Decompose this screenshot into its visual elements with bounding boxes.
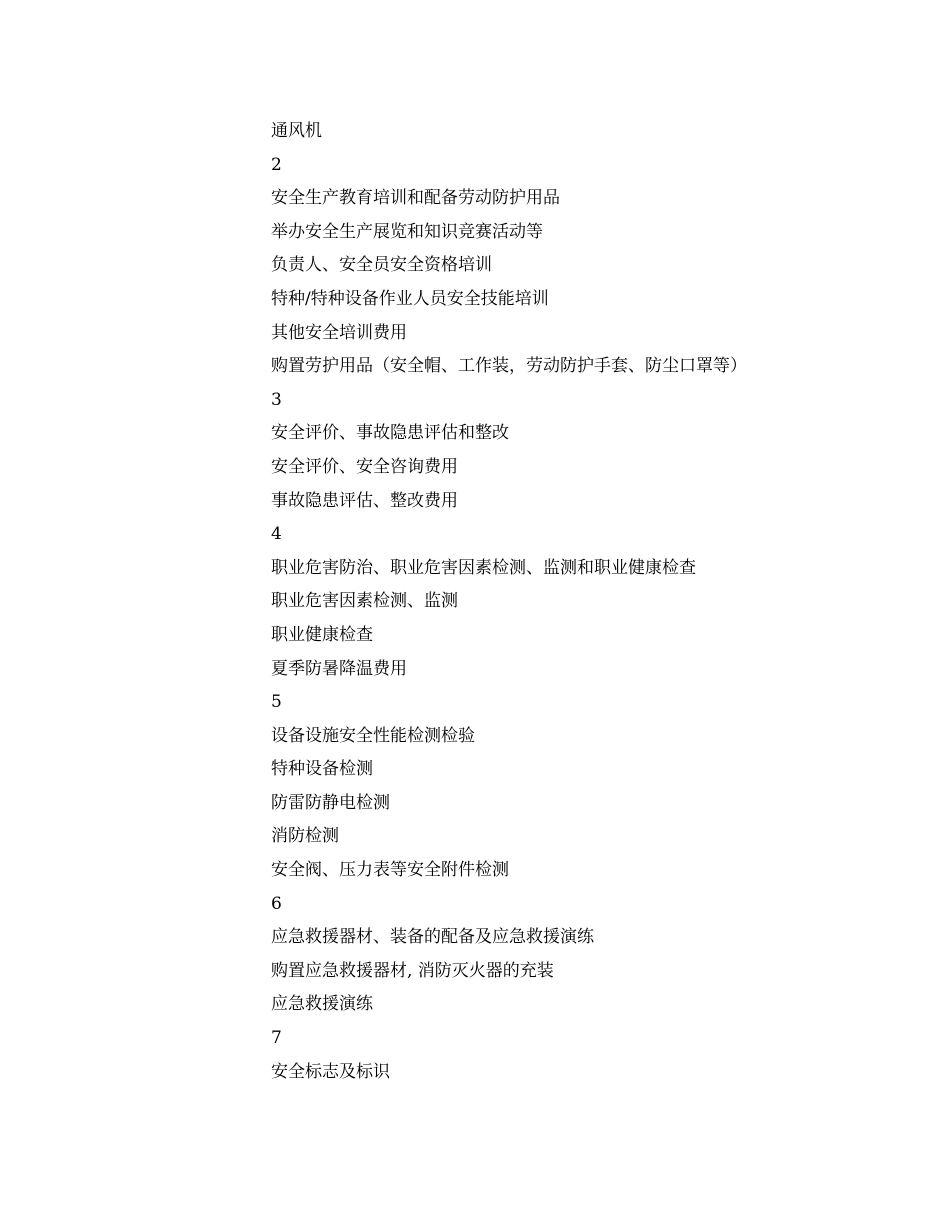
section-number: 2 <box>271 154 282 175</box>
text-line: 安全阀、压力表等安全附件检测 <box>271 860 509 881</box>
section-heading: 设备设施安全性能检测检验 <box>271 725 475 746</box>
text-line: 事故隐患评估、整改费用 <box>271 490 458 511</box>
text-line: 应急救援演练 <box>271 994 373 1015</box>
section-heading: 安全标志及标识 <box>271 1061 390 1082</box>
section-heading: 安全生产教育培训和配备劳动防护用品 <box>271 188 560 209</box>
text-line: 职业危害因素检测、监测 <box>271 591 458 612</box>
text-line: 消防检测 <box>271 826 339 847</box>
section-number: 5 <box>271 692 282 713</box>
text-line: 购置应急救援器材, 消防灭火器的充装 <box>271 960 554 981</box>
section-number: 7 <box>271 1028 282 1049</box>
text-line: 特种/特种设备作业人员安全技能培训 <box>271 288 549 309</box>
text-line: 职业健康检查 <box>271 624 373 645</box>
section-number: 4 <box>271 524 282 545</box>
text-lines <box>271 118 891 1092</box>
section-number: 3 <box>271 389 282 410</box>
text-line: 通风机 <box>271 121 322 141</box>
text-line: 安全评价、安全咨询费用 <box>271 456 458 477</box>
section-heading: 应急救援器材、装备的配备及应急救援演练 <box>271 927 594 948</box>
text-line: 特种设备检测 <box>271 759 373 780</box>
section-heading: 职业危害防治、职业危害因素检测、监测和职业健康检查 <box>271 557 696 578</box>
section-heading: 安全评价、事故隐患评估和整改 <box>271 423 509 444</box>
text-line: 防雷防静电检测 <box>271 792 390 813</box>
text-line: 举办安全生产展览和知识竞赛活动等 <box>271 221 543 242</box>
text-line: 其他安全培训费用 <box>271 322 407 343</box>
section-number: 6 <box>271 893 282 914</box>
text-line: 负责人、安全员安全资格培训 <box>271 255 492 276</box>
text-line: 购置劳护用品（安全帽、工作装，劳动防护手套、防尘口罩等） <box>271 356 747 377</box>
text-line: 夏季防暑降温费用 <box>271 658 407 679</box>
